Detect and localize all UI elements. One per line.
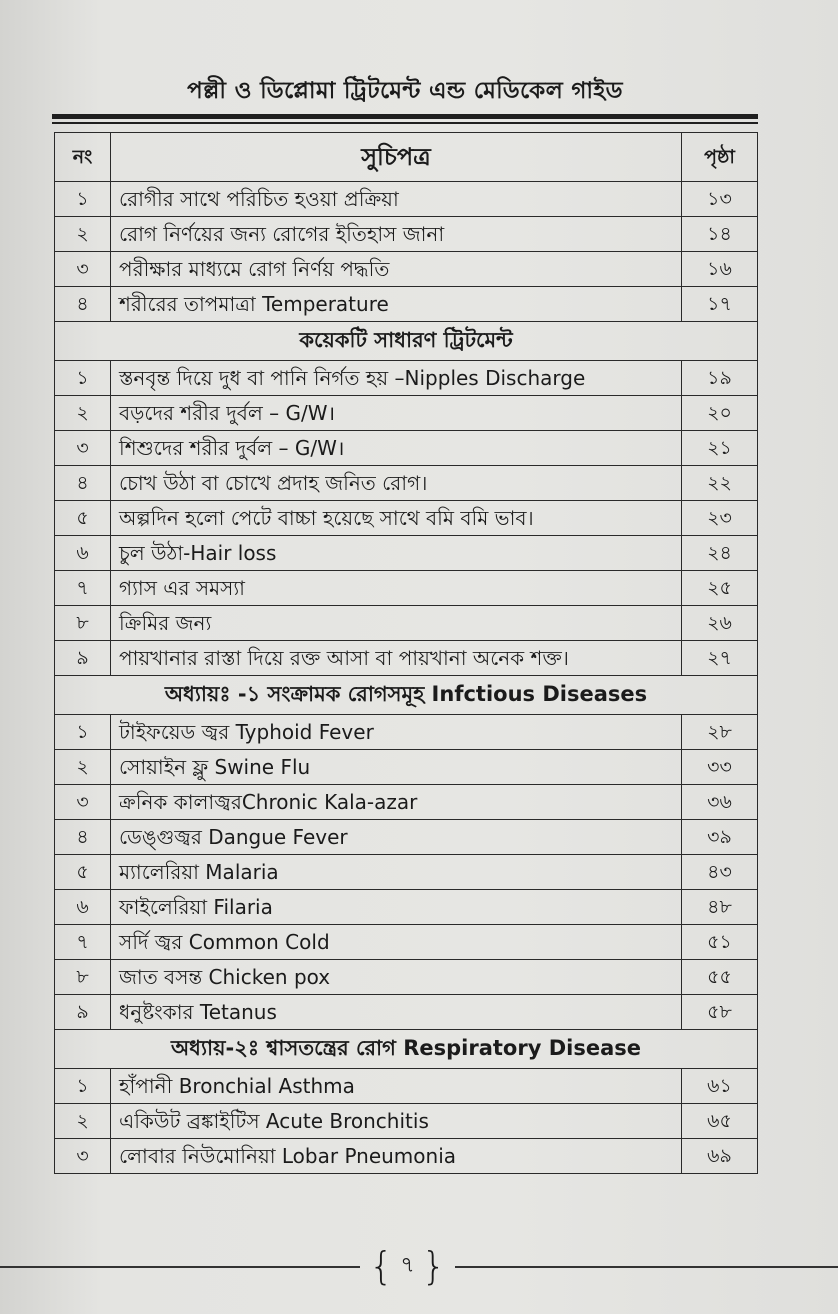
row-title: ম্যালেরিয়া Malaria [111, 855, 682, 890]
row-number: ৪ [55, 466, 111, 501]
row-page: ৬৫ [682, 1104, 758, 1139]
running-header: পল্লী ও ডিপ্লোমা ট্রিটমেন্ট এন্ড মেডিকেল গাইড [187, 78, 623, 104]
row-page: ২০ [682, 396, 758, 431]
row-title: ফাইলেরিয়া Filaria [111, 890, 682, 925]
row-number: ২ [55, 1104, 111, 1139]
row-title: চুল উঠা-Hair loss [111, 536, 682, 571]
left-brace-ornament: { [369, 1244, 394, 1288]
table-row [55, 715, 758, 750]
table-row [55, 641, 758, 676]
row-number: ৫ [55, 501, 111, 536]
row-page: ৬৯ [682, 1139, 758, 1174]
row-title: বড়দের শরীর দুর্বল – G/W। [111, 396, 682, 431]
page-number-label: ৭ [400, 1253, 415, 1278]
row-page: ২৫ [682, 571, 758, 606]
row-number: ১ [55, 361, 111, 396]
section-heading: কয়েকটি সাধারণ ট্রিটমেন্ট [55, 322, 758, 361]
row-page: ২১ [682, 431, 758, 466]
row-number: ৪ [55, 820, 111, 855]
row-number: ৭ [55, 925, 111, 960]
row-title: সোয়াইন ফ্লু Swine Flu [111, 750, 682, 785]
footer-rule-right [455, 1266, 838, 1268]
row-page: ৩৬ [682, 785, 758, 820]
row-title: রোগীর সাথে পরিচিত হওয়া প্রক্রিয়া [111, 182, 682, 217]
row-page: ২৭ [682, 641, 758, 676]
row-title: রোগ নির্ণয়ের জন্য রোগের ইতিহাস জানা [111, 217, 682, 252]
row-title: শিশুদের শরীর দুর্বল – G/W। [111, 431, 682, 466]
row-number: ৬ [55, 890, 111, 925]
header-rule-thick [52, 114, 758, 119]
page-number [360, 1244, 455, 1288]
row-page: ২৩ [682, 501, 758, 536]
row-title: ডেঙ্গুজ্বর Dangue Fever [111, 820, 682, 855]
table-row [55, 820, 758, 855]
row-number: ৩ [55, 1139, 111, 1174]
row-number: ৯ [55, 995, 111, 1030]
row-page: ১৯ [682, 361, 758, 396]
row-title: পায়খানার রাস্তা দিয়ে রক্ত আসা বা পায়খানা অনেক শক্ত। [111, 641, 682, 676]
row-number: ১ [55, 182, 111, 217]
table-row [55, 431, 758, 466]
contents-table [54, 132, 758, 1174]
column-header-contents: সুচিপত্র [111, 133, 682, 182]
row-title: জাত বসন্ত Chicken pox [111, 960, 682, 995]
table-row [55, 1139, 758, 1174]
row-page: ২৪ [682, 536, 758, 571]
table-row [55, 361, 758, 396]
row-number: ২ [55, 750, 111, 785]
row-number: ২ [55, 217, 111, 252]
table-row [55, 855, 758, 890]
row-title: পরীক্ষার মাধ্যমে রোগ নির্ণয় পদ্ধতি [111, 252, 682, 287]
right-brace-ornament: } [421, 1244, 446, 1288]
row-title: ধনুষ্টংকার Tetanus [111, 995, 682, 1030]
section-heading-row [55, 1030, 758, 1069]
row-title: টাইফয়েড জ্বর Typhoid Fever [111, 715, 682, 750]
row-title: একিউট ব্রঙ্কাইটিস Acute Bronchitis [111, 1104, 682, 1139]
row-title: শরীরের তাপমাত্রা Temperature [111, 287, 682, 322]
table-row [55, 287, 758, 322]
row-page: ১৬ [682, 252, 758, 287]
row-page: ১৭ [682, 287, 758, 322]
row-page: ২৮ [682, 715, 758, 750]
row-title: স্তনবৃন্ত দিয়ে দুধ বা পানি নির্গত হয় –Nipples Discharge [111, 361, 682, 396]
row-page: ৪৮ [682, 890, 758, 925]
table-row [55, 396, 758, 431]
row-number: ৩ [55, 431, 111, 466]
table-row [55, 785, 758, 820]
row-title: চোখ উঠা বা চোখে প্রদাহ জনিত রোগ। [111, 466, 682, 501]
table-row [55, 182, 758, 217]
footer-rule-left [0, 1266, 360, 1268]
header-rule-thin [52, 122, 758, 124]
row-number: ৮ [55, 960, 111, 995]
table-row [55, 606, 758, 641]
table-row [55, 217, 758, 252]
table-header-row [55, 133, 758, 182]
section-heading-row [55, 676, 758, 715]
table-row [55, 466, 758, 501]
table-row [55, 536, 758, 571]
row-page: ৩৯ [682, 820, 758, 855]
table-row [55, 925, 758, 960]
row-number: ৫ [55, 855, 111, 890]
table-row [55, 252, 758, 287]
row-page: ৫৮ [682, 995, 758, 1030]
row-page: ১৪ [682, 217, 758, 252]
row-number: ৭ [55, 571, 111, 606]
table-row [55, 501, 758, 536]
table-row [55, 1069, 758, 1104]
row-page: ১৩ [682, 182, 758, 217]
row-title: ক্রিমির জন্য [111, 606, 682, 641]
column-header-no: নং [55, 133, 111, 182]
section-heading: অধ্যায়ঃ -১ সংক্রামক রোগসমূহ Infctious Diseases [55, 676, 758, 715]
table-row [55, 1104, 758, 1139]
table-row [55, 995, 758, 1030]
row-number: ১ [55, 1069, 111, 1104]
row-title: হাঁপানী Bronchial Asthma [111, 1069, 682, 1104]
row-title: লোবার নিউমোনিয়া Lobar Pneumonia [111, 1139, 682, 1174]
contents-body [55, 182, 758, 1174]
row-title: ক্রনিক কালাজ্বরChronic Kala-azar [111, 785, 682, 820]
row-number: ৩ [55, 785, 111, 820]
row-title: অল্পদিন হলো পেটে বাচ্চা হয়েছে সাথে বমি বমি ভাব। [111, 501, 682, 536]
row-number: ১ [55, 715, 111, 750]
row-number: ৮ [55, 606, 111, 641]
row-page: ৬১ [682, 1069, 758, 1104]
section-heading-row [55, 322, 758, 361]
row-page: ২২ [682, 466, 758, 501]
table-row [55, 890, 758, 925]
table-row [55, 571, 758, 606]
row-title: গ্যাস এর সমস্যা [111, 571, 682, 606]
row-number: ২ [55, 396, 111, 431]
column-header-page: পৃষ্ঠা [682, 133, 758, 182]
table-row [55, 750, 758, 785]
row-page: ৫১ [682, 925, 758, 960]
row-number: ৩ [55, 252, 111, 287]
row-number: ৪ [55, 287, 111, 322]
row-number: ৯ [55, 641, 111, 676]
row-page: ৪৩ [682, 855, 758, 890]
row-page: ৫৫ [682, 960, 758, 995]
table-row [55, 960, 758, 995]
row-page: ৩৩ [682, 750, 758, 785]
row-page: ২৬ [682, 606, 758, 641]
row-number: ৬ [55, 536, 111, 571]
section-heading: অধ্যায়-২ঃ শ্বাসতন্ত্রের রোগ Respiratory Disease [55, 1030, 758, 1069]
row-title: সর্দি জ্বর Common Cold [111, 925, 682, 960]
